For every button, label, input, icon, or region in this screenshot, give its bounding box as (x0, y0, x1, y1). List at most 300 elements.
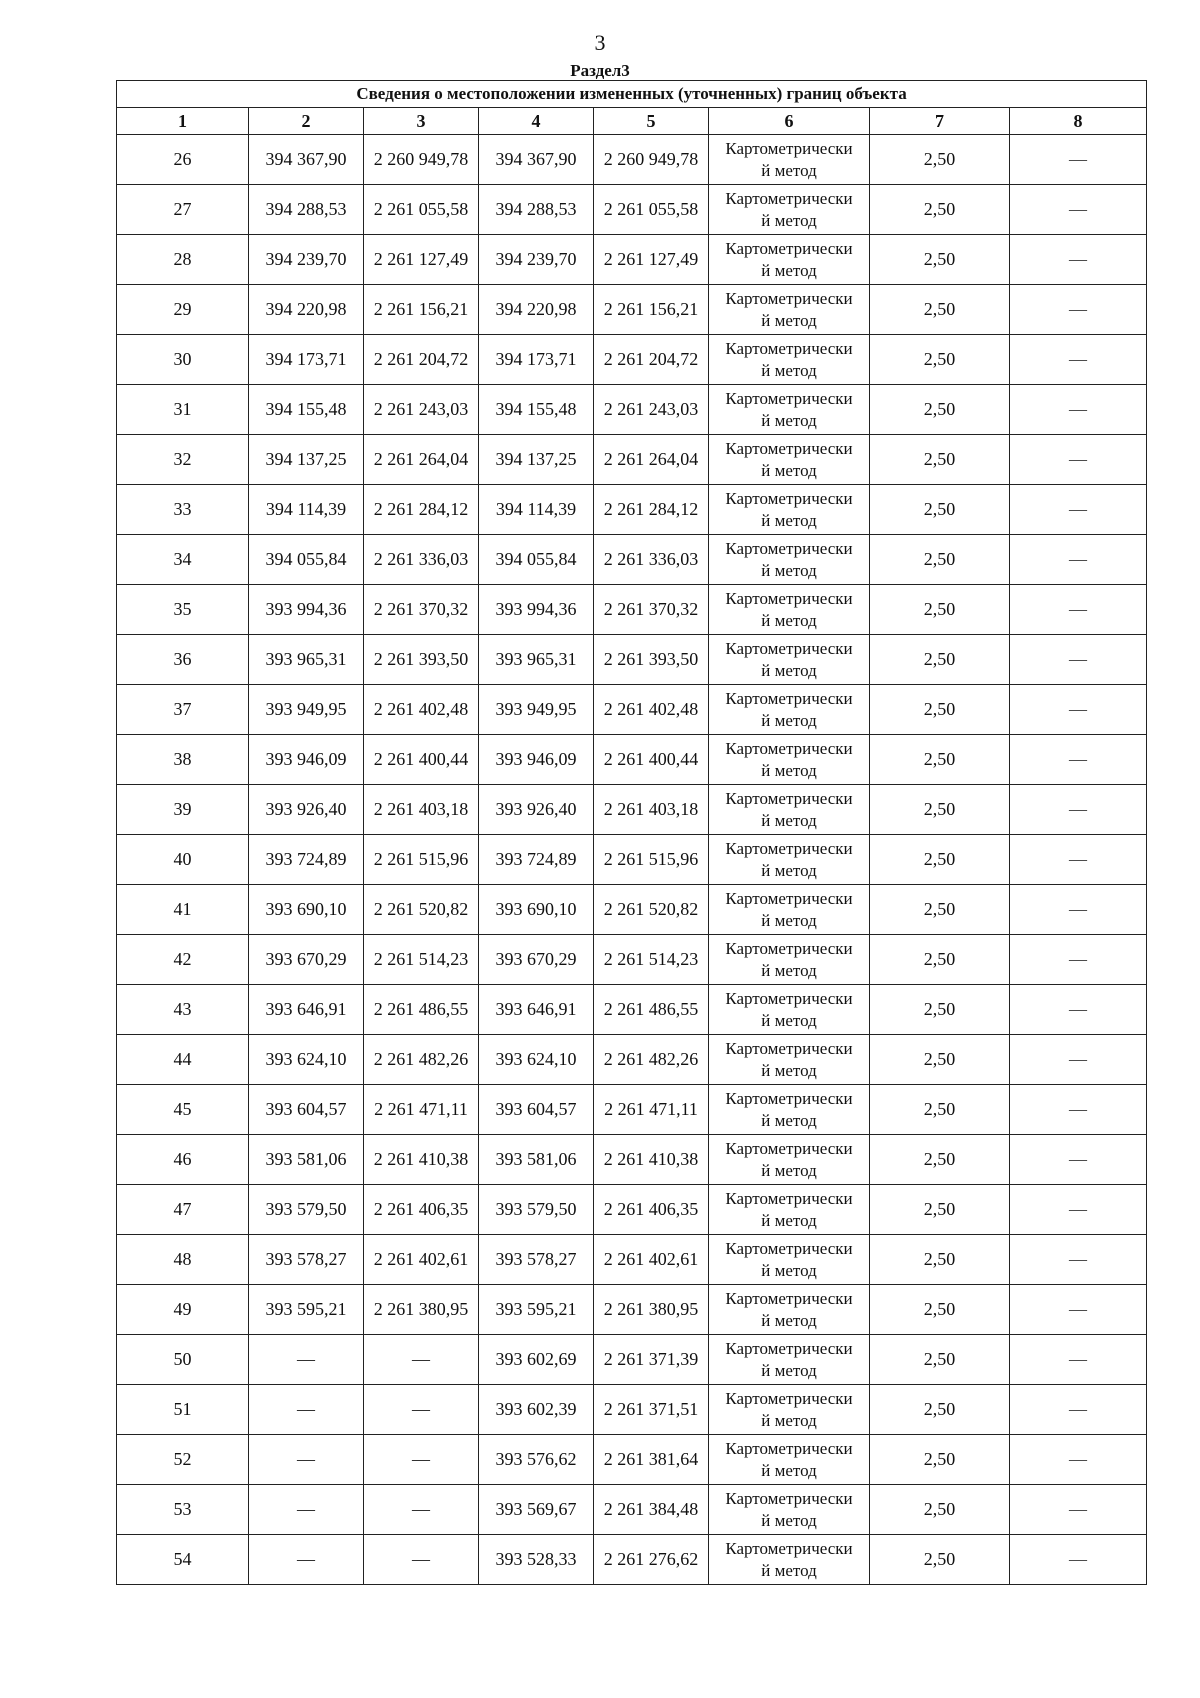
method-text-line1: Картометрически (725, 838, 853, 858)
coordinate-cell: 393 595,21 (479, 1285, 594, 1335)
method-text-line2: й метод (761, 460, 817, 480)
table-row (117, 735, 1147, 785)
coordinate-cell: 394 155,48 (479, 385, 594, 435)
coordinate-cell: 393 926,40 (479, 785, 594, 835)
coordinate-cell: 393 581,06 (479, 1135, 594, 1185)
description-cell: — (1010, 535, 1147, 585)
coordinate-cell: 393 528,33 (479, 1535, 594, 1585)
description-cell: — (1010, 135, 1147, 185)
method-text-line1: Картометрически (725, 488, 853, 508)
column-header: 1 (117, 108, 249, 135)
coordinate-cell: 2 261 127,49 (594, 235, 709, 285)
method-text-line1: Картометрически (725, 138, 853, 158)
coordinate-cell: 2 261 515,96 (594, 835, 709, 885)
coordinate-cell: 393 994,36 (249, 585, 364, 635)
method-text-line1: Картометрически (725, 1238, 853, 1258)
description-cell: — (1010, 1385, 1147, 1435)
accuracy-cell: 2,50 (870, 1535, 1010, 1585)
accuracy-cell: 2,50 (870, 735, 1010, 785)
method-text-line1: Картометрически (725, 238, 853, 258)
coordinate-cell: — (249, 1435, 364, 1485)
method-cell (709, 385, 870, 435)
accuracy-cell: 2,50 (870, 1285, 1010, 1335)
method-text-line2: й метод (761, 210, 817, 230)
method-cell (709, 285, 870, 335)
method-text-line2: й метод (761, 1060, 817, 1080)
description-cell: — (1010, 685, 1147, 735)
point-number-cell: 43 (117, 985, 249, 1035)
coordinate-cell: 393 604,57 (479, 1085, 594, 1135)
point-number-cell: 38 (117, 735, 249, 785)
coordinate-cell: 2 261 486,55 (594, 985, 709, 1035)
accuracy-cell: 2,50 (870, 585, 1010, 635)
method-text-line1: Картометрически (725, 438, 853, 458)
coordinate-cell: — (249, 1335, 364, 1385)
description-cell: — (1010, 1035, 1147, 1085)
method-text-line1: Картометрически (725, 1438, 853, 1458)
table-row (117, 585, 1147, 635)
table-row (117, 1035, 1147, 1085)
column-header: 2 (249, 108, 364, 135)
method-cell (709, 1185, 870, 1235)
method-text-line1: Картометрически (725, 1488, 853, 1508)
coordinate-cell: 393 595,21 (249, 1285, 364, 1335)
table-row (117, 635, 1147, 685)
description-cell: — (1010, 185, 1147, 235)
description-cell: — (1010, 835, 1147, 885)
method-text-line1: Картометрически (725, 1138, 853, 1158)
point-number-cell: 45 (117, 1085, 249, 1135)
coordinate-cell: 393 569,67 (479, 1485, 594, 1535)
point-number-cell: 47 (117, 1185, 249, 1235)
accuracy-cell: 2,50 (870, 985, 1010, 1035)
accuracy-cell: 2,50 (870, 385, 1010, 435)
coordinate-cell: 2 261 520,82 (594, 885, 709, 935)
method-text-line2: й метод (761, 1210, 817, 1230)
coordinate-cell: 2 261 402,61 (594, 1235, 709, 1285)
point-number-cell: 35 (117, 585, 249, 635)
description-cell: — (1010, 1085, 1147, 1135)
coordinate-cell: 2 261 400,44 (594, 735, 709, 785)
description-cell: — (1010, 1485, 1147, 1535)
coordinate-cell: 394 239,70 (249, 235, 364, 285)
coordinate-cell: 2 261 055,58 (364, 185, 479, 235)
description-cell: — (1010, 1535, 1147, 1585)
point-number-cell: 51 (117, 1385, 249, 1435)
method-cell (709, 885, 870, 935)
method-text-line2: й метод (761, 610, 817, 630)
method-text-line2: й метод (761, 360, 817, 380)
method-text-line2: й метод (761, 1360, 817, 1380)
coordinate-cell: 393 926,40 (249, 785, 364, 835)
coordinate-cell: 2 261 410,38 (594, 1135, 709, 1185)
method-cell (709, 1085, 870, 1135)
coordinate-cell: 394 220,98 (249, 285, 364, 335)
accuracy-cell: 2,50 (870, 935, 1010, 985)
coordinate-cell: 2 261 264,04 (364, 435, 479, 485)
method-text-line1: Картометрически (725, 1288, 853, 1308)
coordinate-cell: 393 646,91 (479, 985, 594, 1035)
table-row (117, 435, 1147, 485)
table-row (117, 1435, 1147, 1485)
description-cell: — (1010, 1185, 1147, 1235)
method-cell (709, 985, 870, 1035)
table-row (117, 785, 1147, 835)
coordinate-cell: 2 261 284,12 (364, 485, 479, 535)
coordinate-cell: 2 261 276,62 (594, 1535, 709, 1585)
method-cell (709, 1235, 870, 1285)
description-cell: — (1010, 235, 1147, 285)
coordinate-cell: 394 137,25 (249, 435, 364, 485)
method-text-line1: Картометрически (725, 1338, 853, 1358)
point-number-cell: 53 (117, 1485, 249, 1535)
coordinate-cell: 394 220,98 (479, 285, 594, 335)
coordinate-cell: 2 261 371,51 (594, 1385, 709, 1435)
table-row (117, 185, 1147, 235)
point-number-cell: 41 (117, 885, 249, 935)
table-row (117, 1535, 1147, 1585)
accuracy-cell: 2,50 (870, 485, 1010, 535)
coordinate-cell: 393 965,31 (479, 635, 594, 685)
coordinate-cell: 394 288,53 (479, 185, 594, 235)
description-cell: — (1010, 385, 1147, 435)
method-cell (709, 935, 870, 985)
method-text-line2: й метод (761, 910, 817, 930)
method-cell (709, 1285, 870, 1335)
accuracy-cell: 2,50 (870, 1235, 1010, 1285)
coordinate-cell: 394 114,39 (479, 485, 594, 535)
method-text-line1: Картометрически (725, 1038, 853, 1058)
method-text-line2: й метод (761, 160, 817, 180)
coordinates-table (116, 80, 1147, 1585)
coordinate-cell: 2 261 243,03 (594, 385, 709, 435)
page-number: 3 (594, 30, 606, 55)
table-caption: Сведения о местоположении измененных (уточненных) границ объекта (117, 81, 1147, 108)
coordinate-cell: 2 261 243,03 (364, 385, 479, 435)
coordinate-cell: 2 261 400,44 (364, 735, 479, 785)
point-number-cell: 39 (117, 785, 249, 835)
table-row (117, 135, 1147, 185)
coordinate-cell: 2 261 482,26 (594, 1035, 709, 1085)
coordinate-cell: 393 994,36 (479, 585, 594, 635)
method-text-line2: й метод (761, 760, 817, 780)
coordinate-cell: 393 624,10 (479, 1035, 594, 1085)
method-cell (709, 1385, 870, 1435)
coordinate-cell: — (364, 1485, 479, 1535)
coordinate-cell: 393 949,95 (249, 685, 364, 735)
coordinate-cell: — (249, 1385, 364, 1435)
coordinate-cell: 394 288,53 (249, 185, 364, 235)
coordinate-cell: 393 670,29 (479, 935, 594, 985)
accuracy-cell: 2,50 (870, 435, 1010, 485)
description-cell: — (1010, 735, 1147, 785)
method-cell (709, 235, 870, 285)
column-header: 5 (594, 108, 709, 135)
method-text-line1: Картометрически (725, 988, 853, 1008)
method-text-line1: Картометрически (725, 388, 853, 408)
coordinate-cell: — (364, 1385, 479, 1435)
coordinate-cell: 2 261 403,18 (594, 785, 709, 835)
column-header: 4 (479, 108, 594, 135)
coordinate-cell: 393 724,89 (479, 835, 594, 885)
point-number-cell: 46 (117, 1135, 249, 1185)
method-text-line2: й метод (761, 960, 817, 980)
method-cell (709, 1535, 870, 1585)
coordinate-cell: 2 261 204,72 (364, 335, 479, 385)
coordinate-cell: 2 261 403,18 (364, 785, 479, 835)
method-cell (709, 685, 870, 735)
coordinate-cell: 393 690,10 (249, 885, 364, 935)
method-cell (709, 1335, 870, 1385)
coordinate-cell: 2 261 204,72 (594, 335, 709, 385)
coordinate-cell: 2 261 514,23 (594, 935, 709, 985)
coordinate-cell: 2 261 471,11 (594, 1085, 709, 1135)
method-text-line2: й метод (761, 510, 817, 530)
point-number-cell: 28 (117, 235, 249, 285)
point-number-cell: 44 (117, 1035, 249, 1085)
accuracy-cell: 2,50 (870, 1485, 1010, 1535)
coordinate-cell: 393 578,27 (479, 1235, 594, 1285)
coordinate-cell: 393 578,27 (249, 1235, 364, 1285)
coordinate-cell: 2 261 482,26 (364, 1035, 479, 1085)
method-text-line1: Картометрически (725, 738, 853, 758)
coordinate-cell: 2 261 336,03 (364, 535, 479, 585)
point-number-cell: 27 (117, 185, 249, 235)
coordinate-cell: 2 261 384,48 (594, 1485, 709, 1535)
method-text-line2: й метод (761, 1260, 817, 1280)
coordinate-cell: 2 261 406,35 (364, 1185, 479, 1235)
table-row (117, 885, 1147, 935)
description-cell: — (1010, 1235, 1147, 1285)
method-cell (709, 185, 870, 235)
description-cell: — (1010, 1285, 1147, 1335)
method-text-line1: Картометрически (725, 938, 853, 958)
point-number-cell: 37 (117, 685, 249, 735)
description-cell: — (1010, 1435, 1147, 1485)
table-row (117, 935, 1147, 985)
accuracy-cell: 2,50 (870, 1385, 1010, 1435)
coordinate-cell: 2 261 402,48 (364, 685, 479, 735)
description-cell: — (1010, 285, 1147, 335)
point-number-cell: 36 (117, 635, 249, 685)
method-cell (709, 435, 870, 485)
table-caption-row (117, 81, 1147, 108)
table-row (117, 235, 1147, 285)
coordinate-cell: 2 261 515,96 (364, 835, 479, 885)
coordinate-cell: 2 261 486,55 (364, 985, 479, 1035)
method-text-line2: й метод (761, 710, 817, 730)
coordinate-cell: 394 173,71 (249, 335, 364, 385)
method-cell (709, 1035, 870, 1085)
method-text-line1: Картометрически (725, 288, 853, 308)
point-number-cell: 29 (117, 285, 249, 335)
coordinate-cell: 2 261 520,82 (364, 885, 479, 935)
coordinate-cell: 2 261 055,58 (594, 185, 709, 235)
coordinate-cell: 393 602,39 (479, 1385, 594, 1435)
method-text-line1: Картометрически (725, 1188, 853, 1208)
point-number-cell: 42 (117, 935, 249, 985)
coordinate-cell: 2 261 381,64 (594, 1435, 709, 1485)
column-header: 8 (1010, 108, 1147, 135)
method-cell (709, 485, 870, 535)
accuracy-cell: 2,50 (870, 285, 1010, 335)
column-header: 6 (709, 108, 870, 135)
coordinate-cell: 394 155,48 (249, 385, 364, 435)
point-number-cell: 48 (117, 1235, 249, 1285)
method-text-line1: Картометрически (725, 188, 853, 208)
column-header: 7 (870, 108, 1010, 135)
point-number-cell: 32 (117, 435, 249, 485)
coordinate-cell: — (249, 1485, 364, 1535)
coordinate-cell: — (364, 1535, 479, 1585)
table-row (117, 385, 1147, 435)
coordinate-cell: 393 579,50 (249, 1185, 364, 1235)
column-header: 3 (364, 108, 479, 135)
coordinate-cell: 394 055,84 (249, 535, 364, 585)
method-text-line2: й метод (761, 810, 817, 830)
coordinate-cell: 394 367,90 (479, 135, 594, 185)
table-row (117, 1085, 1147, 1135)
coordinate-cell: 394 173,71 (479, 335, 594, 385)
table-row (117, 485, 1147, 535)
coordinate-cell: 2 261 127,49 (364, 235, 479, 285)
method-text-line2: й метод (761, 560, 817, 580)
description-cell: — (1010, 335, 1147, 385)
accuracy-cell: 2,50 (870, 635, 1010, 685)
method-text-line2: й метод (761, 260, 817, 280)
coordinate-cell: 2 261 380,95 (594, 1285, 709, 1335)
table-row (117, 685, 1147, 735)
method-text-line1: Картометрически (725, 688, 853, 708)
table-row (117, 285, 1147, 335)
method-text-line2: й метод (761, 860, 817, 880)
method-cell (709, 1485, 870, 1535)
coordinate-cell: 2 261 402,48 (594, 685, 709, 735)
coordinate-cell: 2 261 410,38 (364, 1135, 479, 1185)
coordinate-cell: 2 261 380,95 (364, 1285, 479, 1335)
table-row (117, 1135, 1147, 1185)
method-text-line1: Картометрически (725, 1538, 853, 1558)
method-text-line2: й метод (761, 660, 817, 680)
table-row (117, 1485, 1147, 1535)
method-text-line1: Картометрически (725, 1388, 853, 1408)
coordinate-cell: 2 261 264,04 (594, 435, 709, 485)
point-number-cell: 49 (117, 1285, 249, 1335)
coordinate-cell: 393 946,09 (249, 735, 364, 785)
coordinate-cell: 2 261 393,50 (364, 635, 479, 685)
coordinate-cell: 394 239,70 (479, 235, 594, 285)
accuracy-cell: 2,50 (870, 1335, 1010, 1385)
coordinate-cell: — (364, 1435, 479, 1485)
method-text-line1: Картометрически (725, 588, 853, 608)
description-cell: — (1010, 1135, 1147, 1185)
coordinate-cell: 2 261 471,11 (364, 1085, 479, 1135)
table-row (117, 985, 1147, 1035)
method-cell (709, 335, 870, 385)
accuracy-cell: 2,50 (870, 235, 1010, 285)
description-cell: — (1010, 985, 1147, 1035)
method-text-line1: Картометрически (725, 788, 853, 808)
method-cell (709, 735, 870, 785)
method-text-line2: й метод (761, 1310, 817, 1330)
method-cell (709, 585, 870, 635)
method-text-line2: й метод (761, 1160, 817, 1180)
accuracy-cell: 2,50 (870, 885, 1010, 935)
coordinate-cell: 393 724,89 (249, 835, 364, 885)
coordinate-cell: 394 114,39 (249, 485, 364, 535)
method-text-line1: Картометрически (725, 888, 853, 908)
table-row (117, 1335, 1147, 1385)
coordinate-cell: 2 261 370,32 (364, 585, 479, 635)
point-number-cell: 30 (117, 335, 249, 385)
method-text-line2: й метод (761, 1510, 817, 1530)
description-cell: — (1010, 435, 1147, 485)
table-row (117, 1185, 1147, 1235)
column-header-row (117, 108, 1147, 135)
accuracy-cell: 2,50 (870, 185, 1010, 235)
method-text-line2: й метод (761, 1110, 817, 1130)
coordinate-cell: 394 137,25 (479, 435, 594, 485)
table-row (117, 1385, 1147, 1435)
description-cell: — (1010, 635, 1147, 685)
coordinate-cell: 393 690,10 (479, 885, 594, 935)
point-number-cell: 26 (117, 135, 249, 185)
coordinate-cell: 393 946,09 (479, 735, 594, 785)
coordinate-cell: 393 579,50 (479, 1185, 594, 1235)
accuracy-cell: 2,50 (870, 1035, 1010, 1085)
point-number-cell: 54 (117, 1535, 249, 1585)
point-number-cell: 50 (117, 1335, 249, 1385)
coordinate-cell: 393 646,91 (249, 985, 364, 1035)
point-number-cell: 40 (117, 835, 249, 885)
coordinate-cell: — (249, 1535, 364, 1585)
section-title: Раздел3 (570, 61, 630, 80)
coordinate-cell: 393 576,62 (479, 1435, 594, 1485)
accuracy-cell: 2,50 (870, 1135, 1010, 1185)
coordinate-cell: 393 604,57 (249, 1085, 364, 1135)
coordinate-cell: 393 949,95 (479, 685, 594, 735)
coordinate-cell: 393 602,69 (479, 1335, 594, 1385)
coordinate-cell: 2 260 949,78 (594, 135, 709, 185)
method-cell (709, 1135, 870, 1185)
method-cell (709, 535, 870, 585)
description-cell: — (1010, 485, 1147, 535)
accuracy-cell: 2,50 (870, 535, 1010, 585)
table-row (117, 1285, 1147, 1335)
method-text-line2: й метод (761, 310, 817, 330)
point-number-cell: 33 (117, 485, 249, 535)
method-text-line1: Картометрически (725, 538, 853, 558)
method-text-line2: й метод (761, 1010, 817, 1030)
description-cell: — (1010, 1335, 1147, 1385)
method-text-line2: й метод (761, 1460, 817, 1480)
coordinate-cell: 393 965,31 (249, 635, 364, 685)
method-text-line1: Картометрически (725, 338, 853, 358)
accuracy-cell: 2,50 (870, 1185, 1010, 1235)
method-text-line2: й метод (761, 1410, 817, 1430)
description-cell: — (1010, 935, 1147, 985)
coordinate-cell: 2 261 156,21 (594, 285, 709, 335)
accuracy-cell: 2,50 (870, 835, 1010, 885)
method-text-line2: й метод (761, 410, 817, 430)
accuracy-cell: 2,50 (870, 1435, 1010, 1485)
coordinate-cell: 2 261 371,39 (594, 1335, 709, 1385)
method-text-line1: Картометрически (725, 1088, 853, 1108)
coordinate-cell: 393 670,29 (249, 935, 364, 985)
method-cell (709, 1435, 870, 1485)
coordinate-cell: 2 261 370,32 (594, 585, 709, 635)
coordinate-cell: 2 261 514,23 (364, 935, 479, 985)
